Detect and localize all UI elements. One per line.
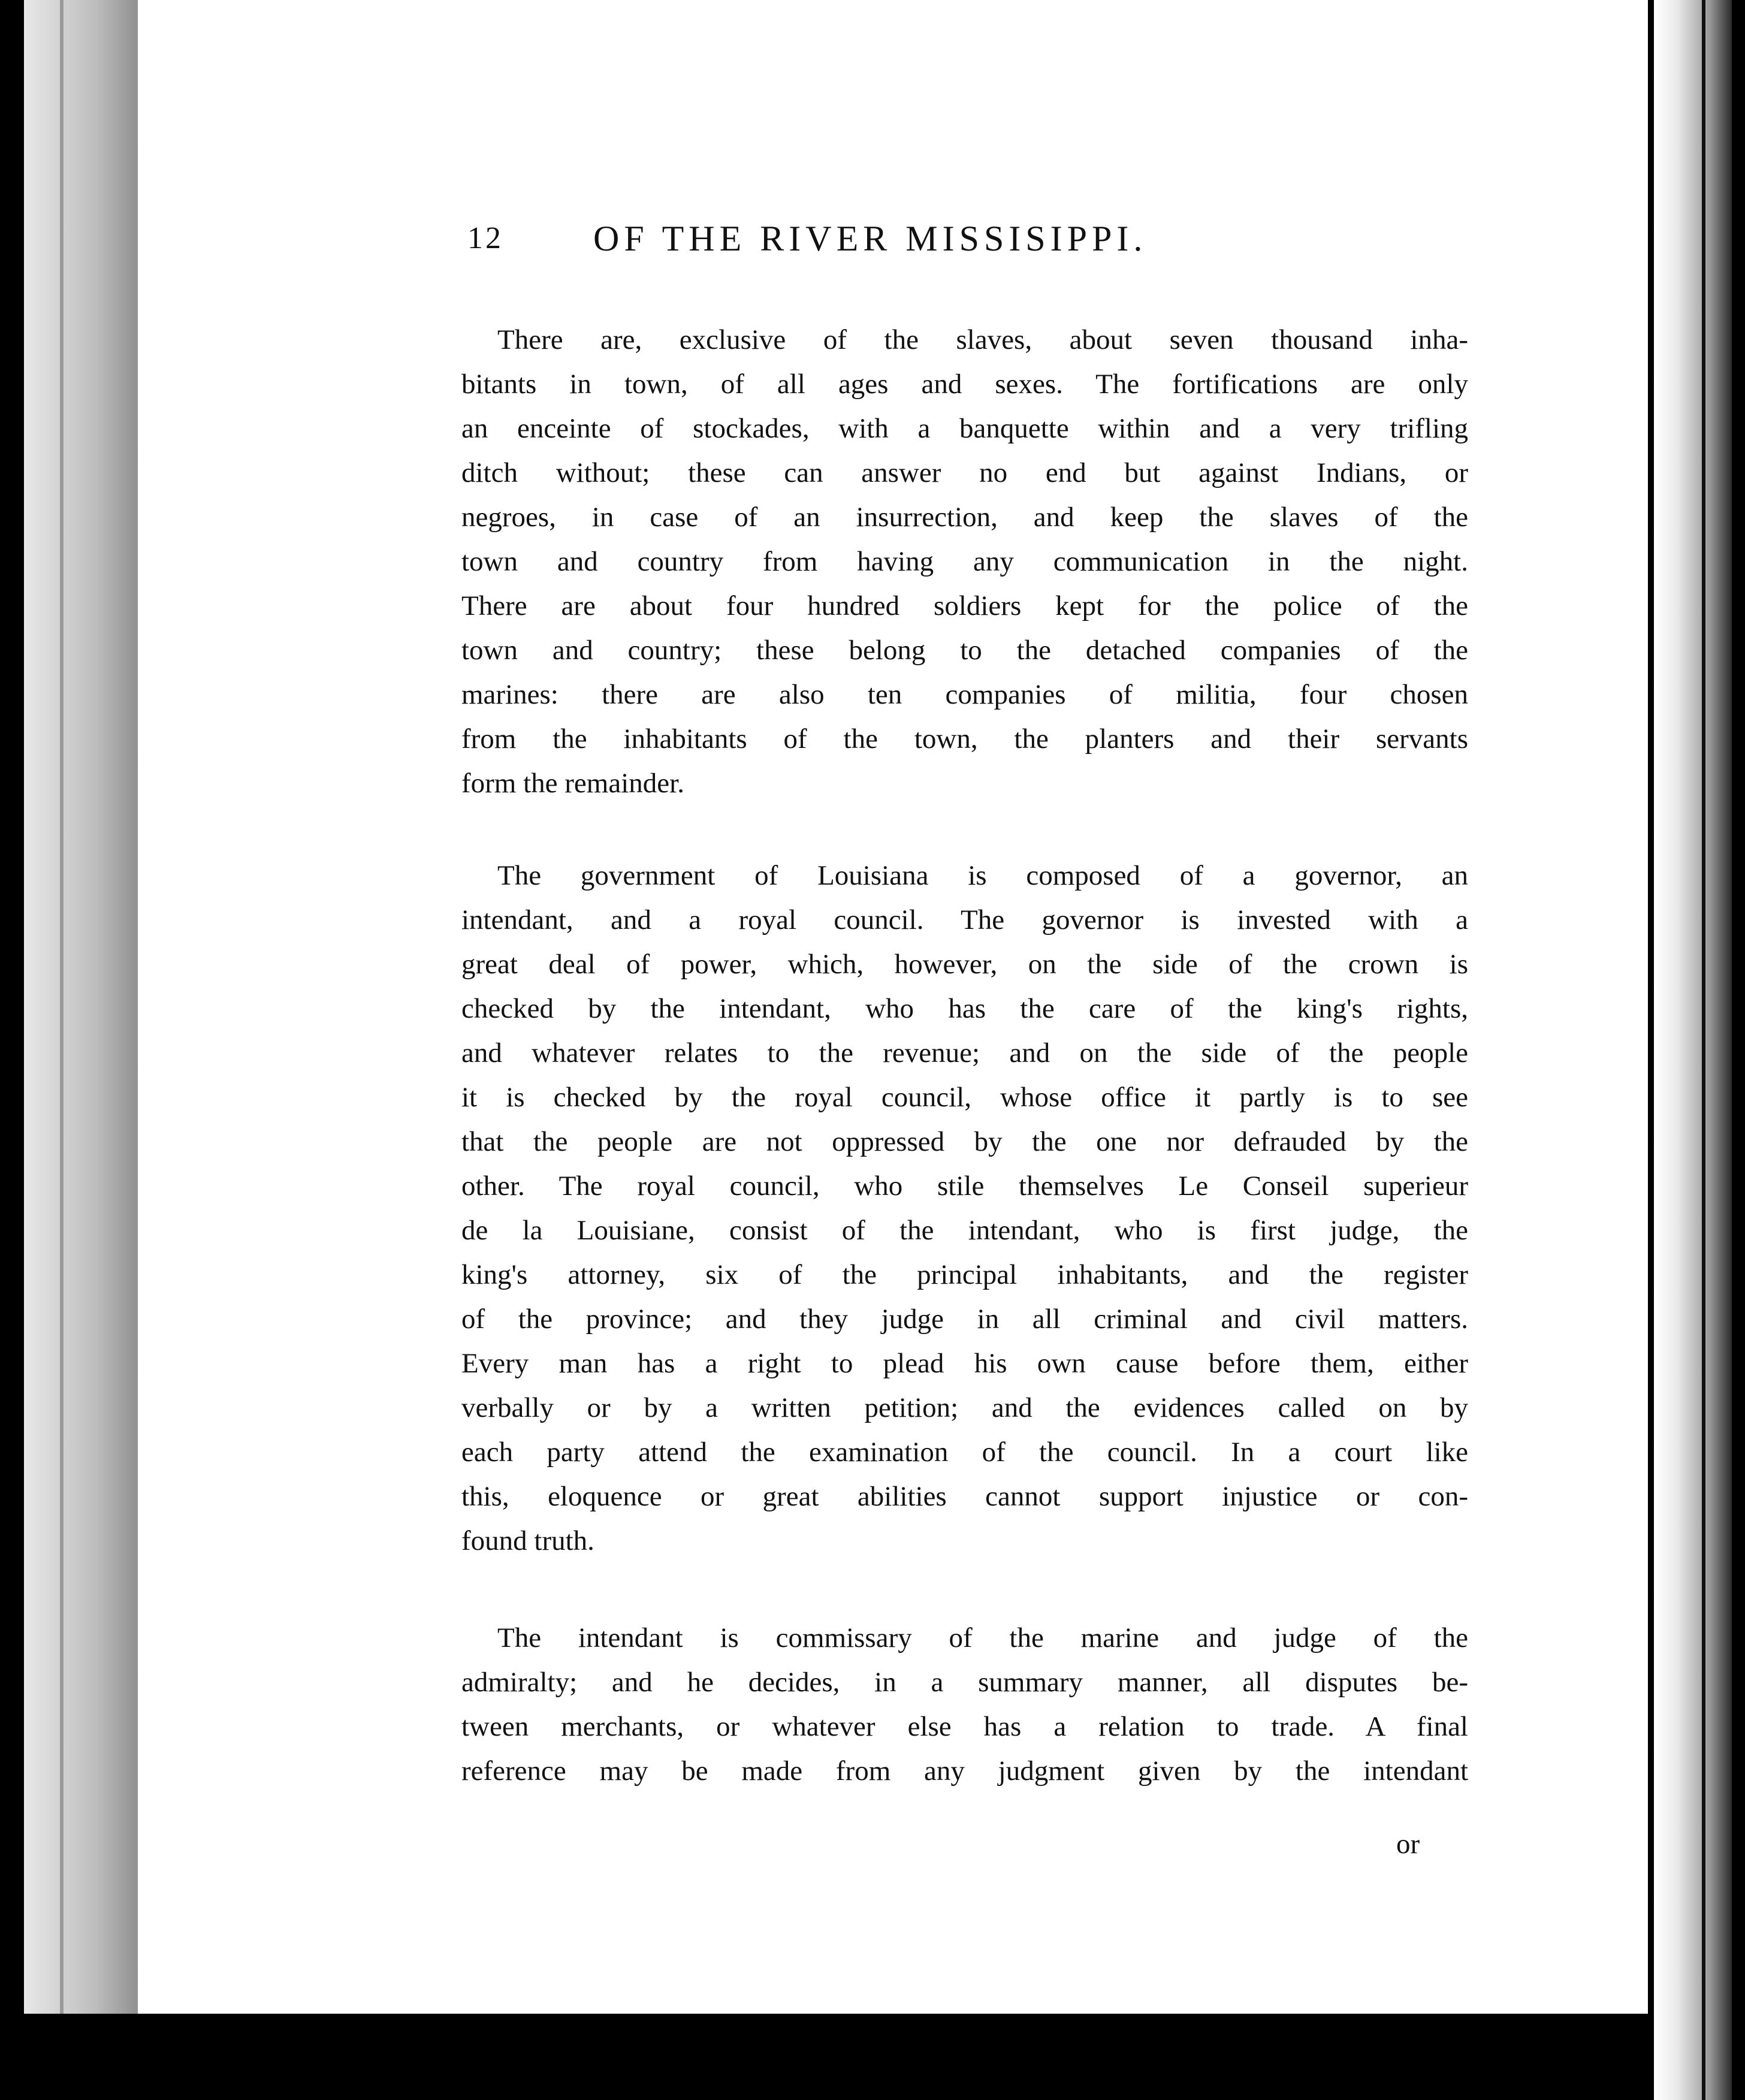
text-line: of the province; and they judge in all criminal and civil matters. bbox=[461, 1304, 1468, 1335]
text-line: from the inhabitants of the town, the planters and their servants bbox=[461, 723, 1468, 755]
page-stack-edge bbox=[24, 0, 144, 2014]
paragraph-3 bbox=[461, 1616, 1468, 1793]
text-line: bitants in town, of all ages and sexes. The fortifications are only bbox=[461, 369, 1468, 400]
text-line: The intendant is commissary of the marine and judge of the bbox=[497, 1622, 1468, 1654]
catchword: or bbox=[1396, 1829, 1420, 1860]
text-line: other. The royal council, who stile themselves Le Conseil superieur bbox=[461, 1170, 1468, 1202]
text-line: form the remainder. bbox=[461, 768, 684, 799]
text-line: marines: there are also ten companies of militia, four chosen bbox=[461, 679, 1468, 710]
text-line: ditch without; these can answer no end but against Indians, or bbox=[461, 457, 1468, 488]
text-line: The government of Louisiana is composed of a governor, an bbox=[497, 860, 1468, 891]
running-title: OF THE RIVER MISSISIPPI. bbox=[593, 219, 1148, 258]
text-line: admiralty; and he decides, in a summary manner, all disputes be- bbox=[461, 1667, 1468, 1698]
text-line: this, eloquence or great abilities cannot support injustice or con- bbox=[461, 1481, 1468, 1512]
text-line: great deal of power, which, however, on the side of the crown is bbox=[461, 949, 1468, 980]
bottom-edge bbox=[24, 2014, 1654, 2100]
text-line: intendant, and a royal council. The governor is invested with a bbox=[461, 904, 1468, 936]
text-line: that the people are not oppressed by the one nor defrauded by the bbox=[461, 1126, 1468, 1157]
paragraph-gap bbox=[461, 1563, 1468, 1616]
page-number: 12 bbox=[467, 221, 503, 255]
text-line: and whatever relates to the revenue; and on the side of the people bbox=[461, 1037, 1468, 1069]
text-line: reference may be made from any judgment given by the intendant bbox=[461, 1755, 1468, 1787]
paragraph-2 bbox=[461, 853, 1468, 1563]
text-line: town and country; these belong to the detached companies of the bbox=[461, 635, 1468, 666]
gutter-shadow bbox=[1654, 0, 1732, 2100]
text-line: Every man has a right to plead his own cause before them, either bbox=[461, 1348, 1468, 1379]
paragraph-1 bbox=[461, 318, 1468, 805]
text-line: tween merchants, or whatever else has a relation to trade. A final bbox=[461, 1711, 1468, 1742]
text-line: de la Louisiane, consist of the intendant, who is first judge, the bbox=[461, 1215, 1468, 1246]
text-line: found truth. bbox=[461, 1525, 594, 1556]
text-line: it is checked by the royal council, whose office it partly is to see bbox=[461, 1082, 1468, 1113]
running-head bbox=[467, 221, 1402, 268]
text-line: negroes, in case of an insurrection, and keep the slaves of the bbox=[461, 502, 1468, 533]
text-line: verbally or by a written petition; and the evidences called on by bbox=[461, 1392, 1468, 1423]
text-line: king's attorney, six of the principal inhabitants, and the register bbox=[461, 1259, 1468, 1290]
body-text bbox=[461, 318, 1468, 1793]
text-line: checked by the intendant, who has the care of the king's rights, bbox=[461, 993, 1468, 1024]
text-line: There are about four hundred soldiers kept for the police of the bbox=[461, 590, 1468, 621]
text-line: an enceinte of stockades, with a banquette within and a very trifling bbox=[461, 413, 1468, 444]
text-line: town and country from having any communication in the night. bbox=[461, 546, 1468, 577]
paragraph-gap bbox=[461, 805, 1468, 853]
gutter-line bbox=[1702, 0, 1705, 2100]
text-line: each party attend the examination of the council. In a court like bbox=[461, 1437, 1468, 1468]
text-line: There are, exclusive of the slaves, about seven thousand inha- bbox=[497, 324, 1468, 355]
